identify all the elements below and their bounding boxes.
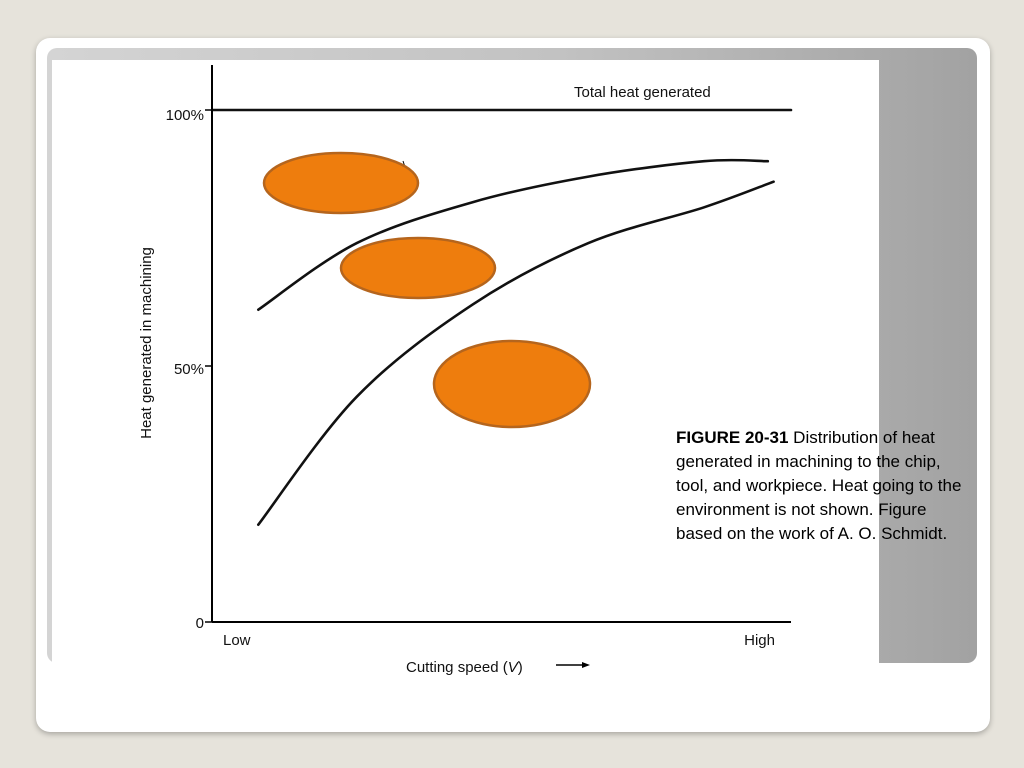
- overlay-ellipse-upper: [264, 153, 418, 213]
- y-axis-label: Heat generated in machining: [138, 247, 155, 439]
- y-tick-label-0: 0: [195, 615, 204, 632]
- caption-text: Distribution of heat generated in machining to the chip, tool, and workpiece. Heat going to the environment is not shown. Figure based on the work of A. O. Schmidt.: [676, 428, 962, 543]
- x-axis-arrow-icon: [556, 662, 590, 668]
- total-heat-label: Total heat generated: [574, 84, 711, 101]
- y-tick-label-50: 50%: [173, 361, 204, 378]
- y-tick-label-100: 100%: [165, 107, 204, 124]
- x-tick-label-high: High: [744, 632, 775, 649]
- x-axis-label: Cutting speed (V): [406, 659, 523, 676]
- figure-caption: [676, 426, 966, 546]
- overlay-ellipse-lower: [434, 341, 590, 427]
- caption-label: FIGURE 20-31: [676, 428, 789, 447]
- x-tick-label-low: Low: [223, 632, 251, 649]
- overlay-ellipse-middle: [341, 238, 495, 298]
